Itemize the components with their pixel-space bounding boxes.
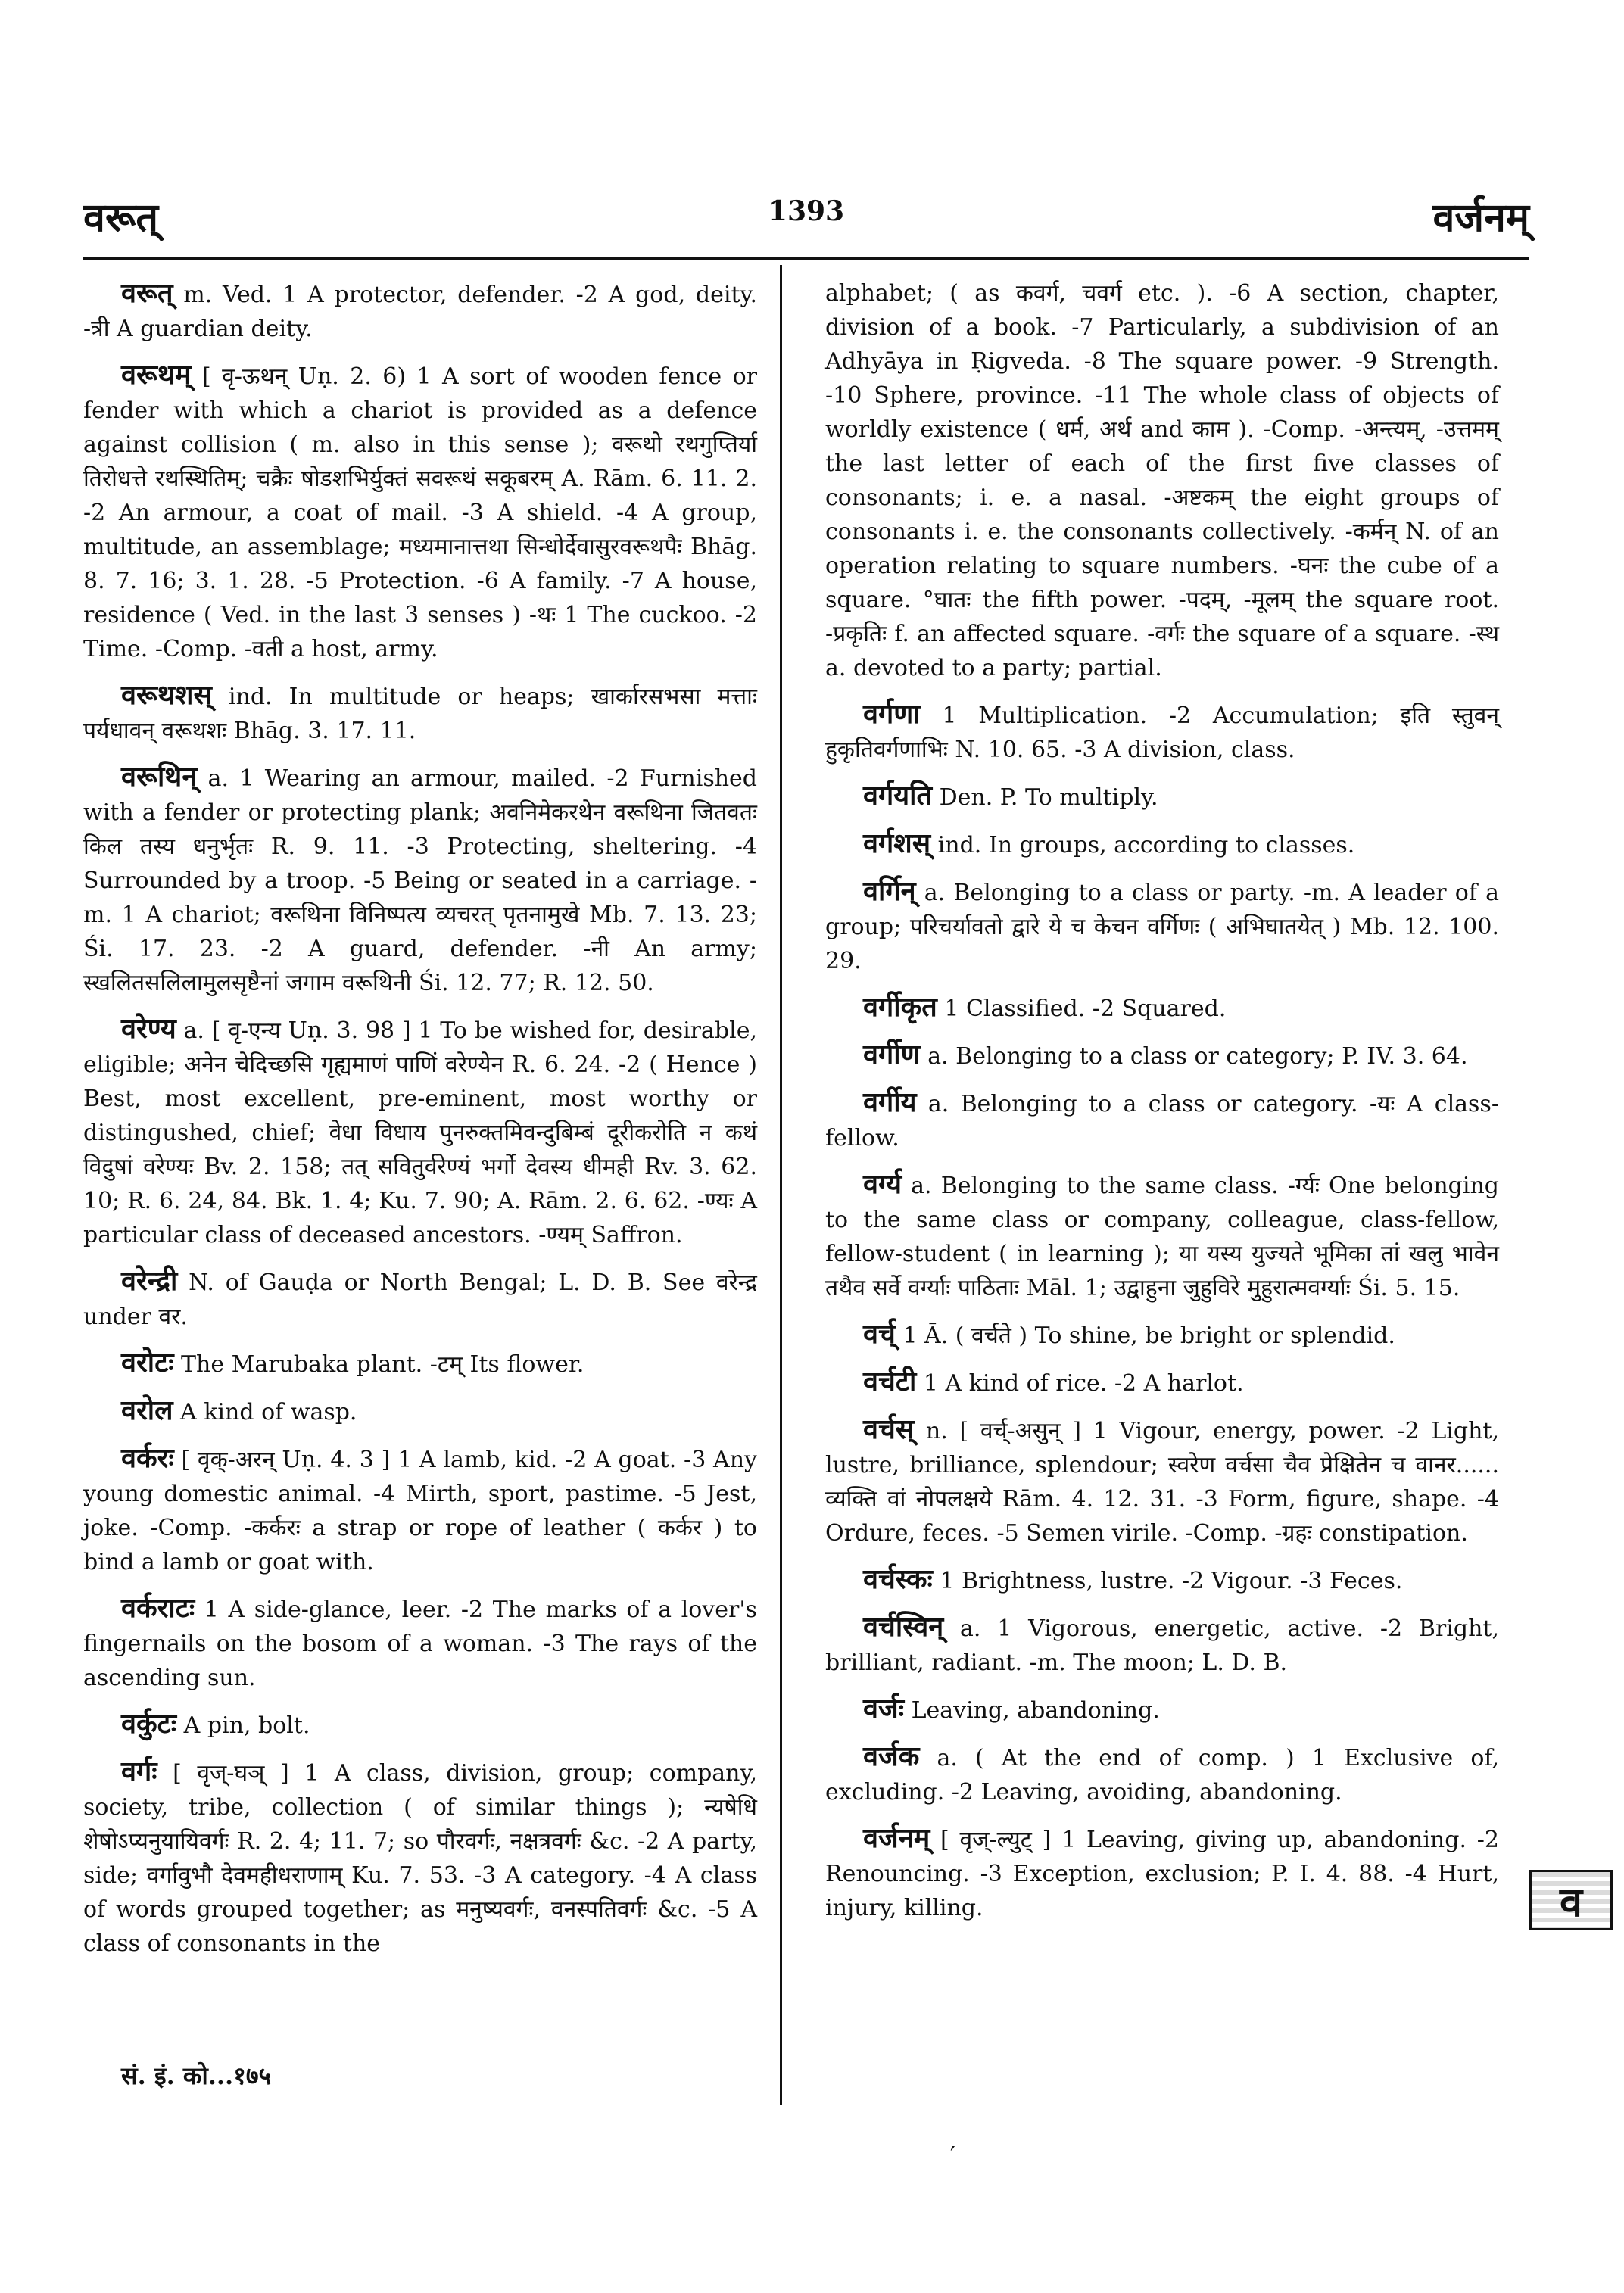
headword: वर्गीय xyxy=(863,1086,917,1118)
entry-varotah xyxy=(83,1346,757,1382)
entry-vargah-continued xyxy=(825,276,1499,685)
headword: वर्जक xyxy=(863,1740,920,1772)
headword: वर्चस्कः xyxy=(863,1563,933,1595)
entry-varjaka xyxy=(825,1740,1499,1809)
definition: The Marubaka plant. -टम् Its flower. xyxy=(181,1351,584,1378)
headword: वर्चटी xyxy=(863,1366,917,1397)
entry-varut xyxy=(83,276,757,346)
entry-vargina xyxy=(825,1038,1499,1073)
right-guide-word: वर्जनम् xyxy=(1432,195,1529,241)
entry-varjah xyxy=(825,1692,1499,1728)
left-column xyxy=(83,276,757,1973)
entry-varuthashas xyxy=(83,678,757,748)
headword: वर्गणा xyxy=(863,698,921,730)
page-number: 1393 xyxy=(768,195,845,227)
headword: वर्चस्विन् xyxy=(863,1611,944,1643)
entry-varchati xyxy=(825,1365,1499,1400)
headword: वर्च् xyxy=(863,1318,896,1350)
definition: [ वृ-ऊथन् Uṇ. 2. 6) 1 A sort of wooden fence or fender with which a chariot is provided as a defence against collision ( m. also in this sense ); वरूथो रथगुप्तिर्या तिरोधत्ते रथस्थितिम्; चक्रैः षोडशभिर्युक्तं सवरूथं सकूबरम् A. Rām. 6. 11. 2. -2 An armour, a coat of mail. -3 A shield. -4 A group, multitude, an assemblage; मध्यमानात्तथा सिन्धोर्देवासुरवरूथपैः Bhāg. 8. 7. 16; 3. 1. 28. -5 Protection. -6 A family. -7 A house, residence ( Ved. in the last 3 senses ) -थः 1 The cuckoo. -2 Time. -Comp. -वती a host, army. xyxy=(83,363,757,662)
definition: m. Ved. 1 A protector, defender. -2 A god, deity. -त्री A guardian deity. xyxy=(83,282,757,342)
entry-varchaskah xyxy=(825,1562,1499,1598)
entry-varchas xyxy=(825,1413,1499,1550)
headword: वर्गः xyxy=(121,1756,157,1787)
definition: [ वृज्-ल्युट् ] 1 Leaving, giving up, abandoning. -2 Renouncing. -3 Exception, exclusion; P. I. 4. 88. -4 Hurt, injury, killing. xyxy=(825,1827,1499,1921)
headword: वरेण्य xyxy=(121,1013,176,1045)
page-header xyxy=(83,189,1529,250)
definition: a. 1 Wearing an armour, mailed. -2 Furnished with a fender or protecting plank; अवनिमेकरथेन वरूथिना जितवतः किल तस्य धनुर्भृतः R. 9. 11. -3 Protecting, sheltering. -4 Surrounded by a troop. -5 Being or seated in a carriage. -m. 1 A chariot; वरूथिना विनिष्पत्य व्यचरत् पृतनामुखे Mb. 7. 13. 23; Śi. 17. 23. -2 A guard, defender. -नी An army; स्खलितसलिलामुलसृष्टैनां जगाम वरूथिनी Śi. 12. 77; R. 12. 50. xyxy=(83,765,757,996)
entry-varkarah xyxy=(83,1441,757,1579)
headword: वरूत् xyxy=(121,277,173,309)
headword: वर्ग्य xyxy=(863,1168,902,1200)
definition: 1 Brightness, lustre. -2 Vigour. -3 Feces. xyxy=(940,1568,1403,1594)
definition: alphabet; ( as कवर्ग, चवर्ग etc. ). -6 A section, chapter, division of a book. -7 Particularly, a subdivision of an Adhyāya in Ṛigveda. -8 The square power. -9 Strength. -10 Sphere, province. -11 The whole class of objects of worldly existence ( धर्म, अर्थ and काम ). -Comp. -अन्त्यम्, -उत्तमम् the last letter of each of the first five classes of consonants; i. e. a nasal. -अष्टकम् the eight groups of consonants i. e. the consonants collectively. -कर्मन् N. of an operation relating to square numbers. -घनः the cube of a square. °घातः the fifth power. -पदम्, -मूलम् the square root. -प्रकृतिः f. an affected square. -वर्गः the square of a square. -स्थ a. devoted to a party; partial. xyxy=(825,280,1499,681)
definition: [ वृक्-अरन् Uṇ. 4. 3 ] 1 A lamb, kid. -2 A goat. -3 Any young domestic animal. -4 Mirth, sport, pastime. -5 Jest, joke. -Comp. -कर्करः a strap or rope of leather ( कर्कर ) to bind a lamb or goat with. xyxy=(83,1447,757,1575)
headword: वरूथम् xyxy=(121,359,192,391)
definition: a. 1 Vigorous, energetic, active. -2 Bright, brilliant, radiant. -m. The moon; L. D. B. xyxy=(825,1615,1499,1676)
entry-vargya xyxy=(825,1167,1499,1305)
headword: वर्गिन् xyxy=(863,875,916,907)
entry-varendri xyxy=(83,1264,757,1334)
headword: वर्कराटः xyxy=(121,1592,195,1624)
entry-vargikrita xyxy=(825,990,1499,1026)
entry-vargiya xyxy=(825,1086,1499,1155)
headword: वर्कुटः xyxy=(121,1708,177,1740)
entry-vargin xyxy=(825,874,1499,978)
stray-mark: ′ xyxy=(950,2142,955,2169)
headword: वर्चस् xyxy=(863,1413,915,1445)
column-divider xyxy=(780,265,782,2105)
entry-varchasvin xyxy=(825,1610,1499,1680)
entry-varkaratah xyxy=(83,1591,757,1695)
definition: a. [ वृ-एन्य Uṇ. 3. 98 ] 1 To be wished for, desirable, eligible; अनेन चेदिच्छसि गृह्यमाणं पाणिं वरेण्येन R. 6. 24. -2 ( Hence ) Best, most excellent, pre-eminent, most worthy or distingushed, chief; वेधा विधाय पुनरुक्तमिवन्दुबिम्बं दूरीकरोति न कथं विदुषां वरेण्यः Bv. 2. 158; तत् सवितुर्वरेण्यं भर्गो देवस्य धीमही Rv. 3. 62. 10; R. 6. 24, 84. Bk. 1. 4; Ku. 7. 90; A. Rām. 2. 6. 62. -ण्यः A particular class of deceased ancestors. -ण्यम् Saffron. xyxy=(83,1017,757,1248)
entry-varjanam xyxy=(825,1821,1499,1925)
definition: a. Belonging to a class or party. -m. A leader of a group; परिचर्यावतो द्वारे ये च केचन वर्गिणः ( अभिघातयेत् ) Mb. 12. 100. 29. xyxy=(825,880,1499,974)
definition: a. Belonging to the same class. -र्ग्यः One belonging to the same class or company, colleague, class-fellow, fellow-student ( in learning ); या यस्य युज्यते भूमिका तां खलु भावेन तथैव सर्वे वर्ग्याः पाठिताः Māl. 1; उद्वाहुना जुहुविरे मुहुरात्मवर्ग्याः Śi. 5. 15. xyxy=(825,1173,1500,1301)
definition: a. ( At the end of comp. ) 1 Exclusive of, excluding. -2 Leaving, avoiding, abandoning. xyxy=(825,1745,1499,1805)
headword: वर्गयति xyxy=(863,780,933,812)
definition: A kind of wasp. xyxy=(180,1399,357,1425)
definition: A pin, bolt. xyxy=(183,1712,310,1739)
entry-varutham xyxy=(83,358,757,666)
definition: a. Belonging to a class or category; P. IV. 3. 64. xyxy=(927,1043,1468,1070)
entry-varkutah xyxy=(83,1707,757,1743)
definition: ind. In multitude or heaps; खार्कारसभसा मत्ताः पर्यधावन् वरूथशः Bhāg. 3. 17. 11. xyxy=(83,684,757,744)
entry-vargah xyxy=(83,1755,757,1961)
signature-mark: सं. इं. को...१७५ xyxy=(121,2061,272,2090)
headword: वर्गीकृत xyxy=(863,991,937,1023)
header-rule xyxy=(83,257,1529,260)
definition: N. of Gauḍa or North Bengal; L. D. B. See वरेन्द्र under वर. xyxy=(83,1270,757,1330)
entry-varuthin xyxy=(83,760,757,1000)
headword: वरोटः xyxy=(121,1347,174,1379)
entry-varola xyxy=(83,1394,757,1429)
definition: Den. P. To multiply. xyxy=(939,784,1158,811)
headword: वर्गीण xyxy=(863,1039,921,1070)
definition: 1 A side-glance, leer. -2 The marks of a lover's fingernails on the bosom of a woman. -3 The rays of the ascending sun. xyxy=(83,1597,757,1691)
headword: वर्गशस् xyxy=(863,827,931,859)
definition: a. Belonging to a class or category. -यः A class-fellow. xyxy=(825,1091,1499,1151)
entry-vargana xyxy=(825,697,1499,767)
headword: वर्करः xyxy=(121,1442,174,1474)
left-guide-word: वरूत् xyxy=(83,195,158,241)
right-column xyxy=(825,276,1499,1937)
thumb-index-letter: व xyxy=(1532,1872,1610,1928)
entry-vargayati xyxy=(825,779,1499,815)
headword: वरोल xyxy=(121,1394,173,1426)
entry-vargashas xyxy=(825,827,1499,862)
headword: वर्जनम् xyxy=(863,1822,930,1854)
definition: 1 Multiplication. -2 Accumulation; इति स्तुवन् हुकृतिवर्गणाभिः N. 10. 65. -3 A division, class. xyxy=(825,703,1499,763)
headword: वरेन्द्री xyxy=(121,1265,178,1297)
definition: ind. In groups, according to classes. xyxy=(937,832,1355,858)
definition: [ वृज्-घञ् ] 1 A class, division, group; company, society, tribe, collection ( of similar things ); न्यषेधि शेषोऽप्यनुयायिवर्गः R. 2. 4; 11. 7; so पौरवर्गः, नक्षत्रवर्गः &c. -2 A party, side; वर्गावुभौ देवमहीधराणाम् Ku. 7. 53. -3 A category. -4 A class of words grouped together; as मनुष्यवर्गः, वनस्पतिवर्गः &c. -5 A class of consonants in the xyxy=(83,1760,757,1957)
headword: वर्जः xyxy=(863,1693,905,1724)
definition: 1 Classified. -2 Squared. xyxy=(944,995,1227,1022)
thumb-index-tab xyxy=(1529,1870,1613,1930)
headword: वरूथिन् xyxy=(121,761,198,793)
entry-varenya xyxy=(83,1012,757,1252)
definition: Leaving, abandoning. xyxy=(911,1697,1160,1724)
definition: n. [ वर्च्-असुन् ] 1 Vigour, energy, power. -2 Light, lustre, brilliance, splendour; स्वरेण वर्चसा चैव प्रेक्षितेन च वानर...... व्यक्ति वां नोपलक्षये Rām. 4. 12. 31. -3 Form, figure, shape. -4 Ordure, feces. -5 Semen virile. -Comp. -ग्रहः constipation. xyxy=(825,1418,1499,1547)
entry-varch xyxy=(825,1317,1499,1353)
definition: 1 Ā. ( वर्चते ) To shine, be bright or splendid. xyxy=(902,1323,1395,1349)
headword: वरूथशस् xyxy=(121,679,212,711)
definition: 1 A kind of rice. -2 A harlot. xyxy=(923,1370,1244,1397)
